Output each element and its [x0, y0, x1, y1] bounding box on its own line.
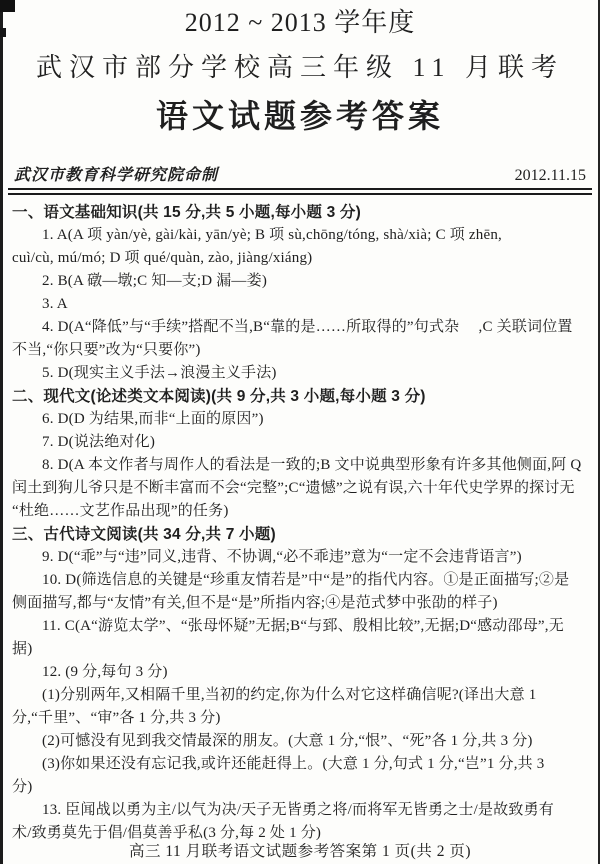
text-line: 5. D(现实主义手法→浪漫主义手法) [42, 365, 277, 381]
text-line: 三、古代诗文阅读(共 34 分,共 7 小题) [12, 526, 276, 543]
text-line: 4. D(A“降低”与“手续”搭配不当,B“靠的是……所取得的”句式杂 ,C 关联词位置 [42, 319, 573, 335]
text-line: (3)你如果还没有忘记我,或许还能赶得上。(大意 1 分,句式 1 分,“岂”1 分,共 3 [42, 756, 545, 772]
text-line: 二、现代文(论述类文本阅读)(共 9 分,共 3 小题,每小题 3 分) [12, 388, 426, 405]
text-line: 12. (9 分,每句 3 分) [42, 664, 168, 680]
text-line: (2)可憾没有见到我交情最深的朋友。(大意 1 分,“恨”、“死”各 1 分,共 3 分) [42, 733, 533, 749]
text-line: 侧面描写,都与“友情”有关,但不是“是”所指内容;④是范式梦中张劭的样子) [12, 595, 498, 611]
text-line: 不当,“你只要”改为“只要你”) [12, 342, 201, 358]
text-line: 8. D(A 本文作者与周作人的看法是一致的;B 文中说典型形象有许多其他侧面,阿 Q [42, 457, 582, 473]
text-line: 1. A(A 项 yàn/yè, gài/kài, yān/yè; B 项 sù,chōng/tóng, shà/xià; C 项 zhēn, [42, 227, 502, 243]
text-line: 11. C(A“游览太学”、“张母怀疑”无据;B“与郅、殷相比较”,无据;D“感动邵母”,无 [42, 618, 564, 634]
text-line: 2. B(A 礅—墩;C 知—支;D 漏—娄) [42, 273, 268, 289]
text-line: cuì/cù, mú/mó; D 项 qué/quàn, zào, jiàng/xiáng) [12, 250, 313, 266]
text-line: 10. D(筛选信息的关键是“珍重友情若是”中“是”的指代内容。①是正面描写;②是 [42, 572, 570, 588]
text-line: 9. D(“乖”与“违”同义,违背、不协调,“必不乖违”意为“一定不会违背语言”) [42, 549, 522, 565]
exam-name-title: 武汉市部分学校高三年级 11 月联考 [35, 53, 565, 82]
text-line: 3. A [42, 296, 68, 312]
date-label: 2012.11.15 [514, 167, 586, 184]
text-line: 6. D(D 为结果,而非“上面的原因”) [42, 411, 264, 427]
text-line: 分,“千里”、“审”各 1 分,共 3 分) [12, 710, 221, 726]
text-line: 13. 臣闻战以勇为主/以气为决/天子无皆勇之将/而将军无皆勇之士/是故致勇有 [42, 802, 554, 818]
issuer-label: 武汉市教育科学研究院命制 [14, 167, 219, 184]
title-block [0, 0, 600, 134]
text-line: (1)分别两年,又相隔千里,当初的约定,你为什么对它这样确信呢?(译出大意 1 [42, 687, 537, 703]
text-line: “杜绝……文艺作品出现”的任务) [12, 503, 229, 519]
page-footer: 高三 11 月联考语文试题参考答案第 1 页(共 2 页) [129, 843, 471, 860]
document-title: 语文试题参考答案 [155, 98, 444, 134]
text-line: 分) [12, 779, 33, 795]
academic-year-title: 2012 ~ 2013 学年度 [184, 8, 416, 37]
text-line: 7. D(说法绝对化) [42, 434, 156, 450]
text-line: 据) [12, 641, 33, 657]
text-line: 闰土到狗儿爷只是不断丰富而不会“完整”;C“遗憾”之说有误,六十年代史学界的探讨无 [12, 480, 575, 496]
header-meta-row [14, 162, 586, 185]
text-line: 一、语文基础知识(共 15 分,共 5 小题,每小题 3 分) [12, 204, 361, 221]
text-line: 术/致勇莫先于倡/倡莫善乎私(3 分,每 2 处 1 分) [12, 825, 322, 841]
answer-lines [12, 201, 592, 845]
header-divider [8, 188, 592, 195]
